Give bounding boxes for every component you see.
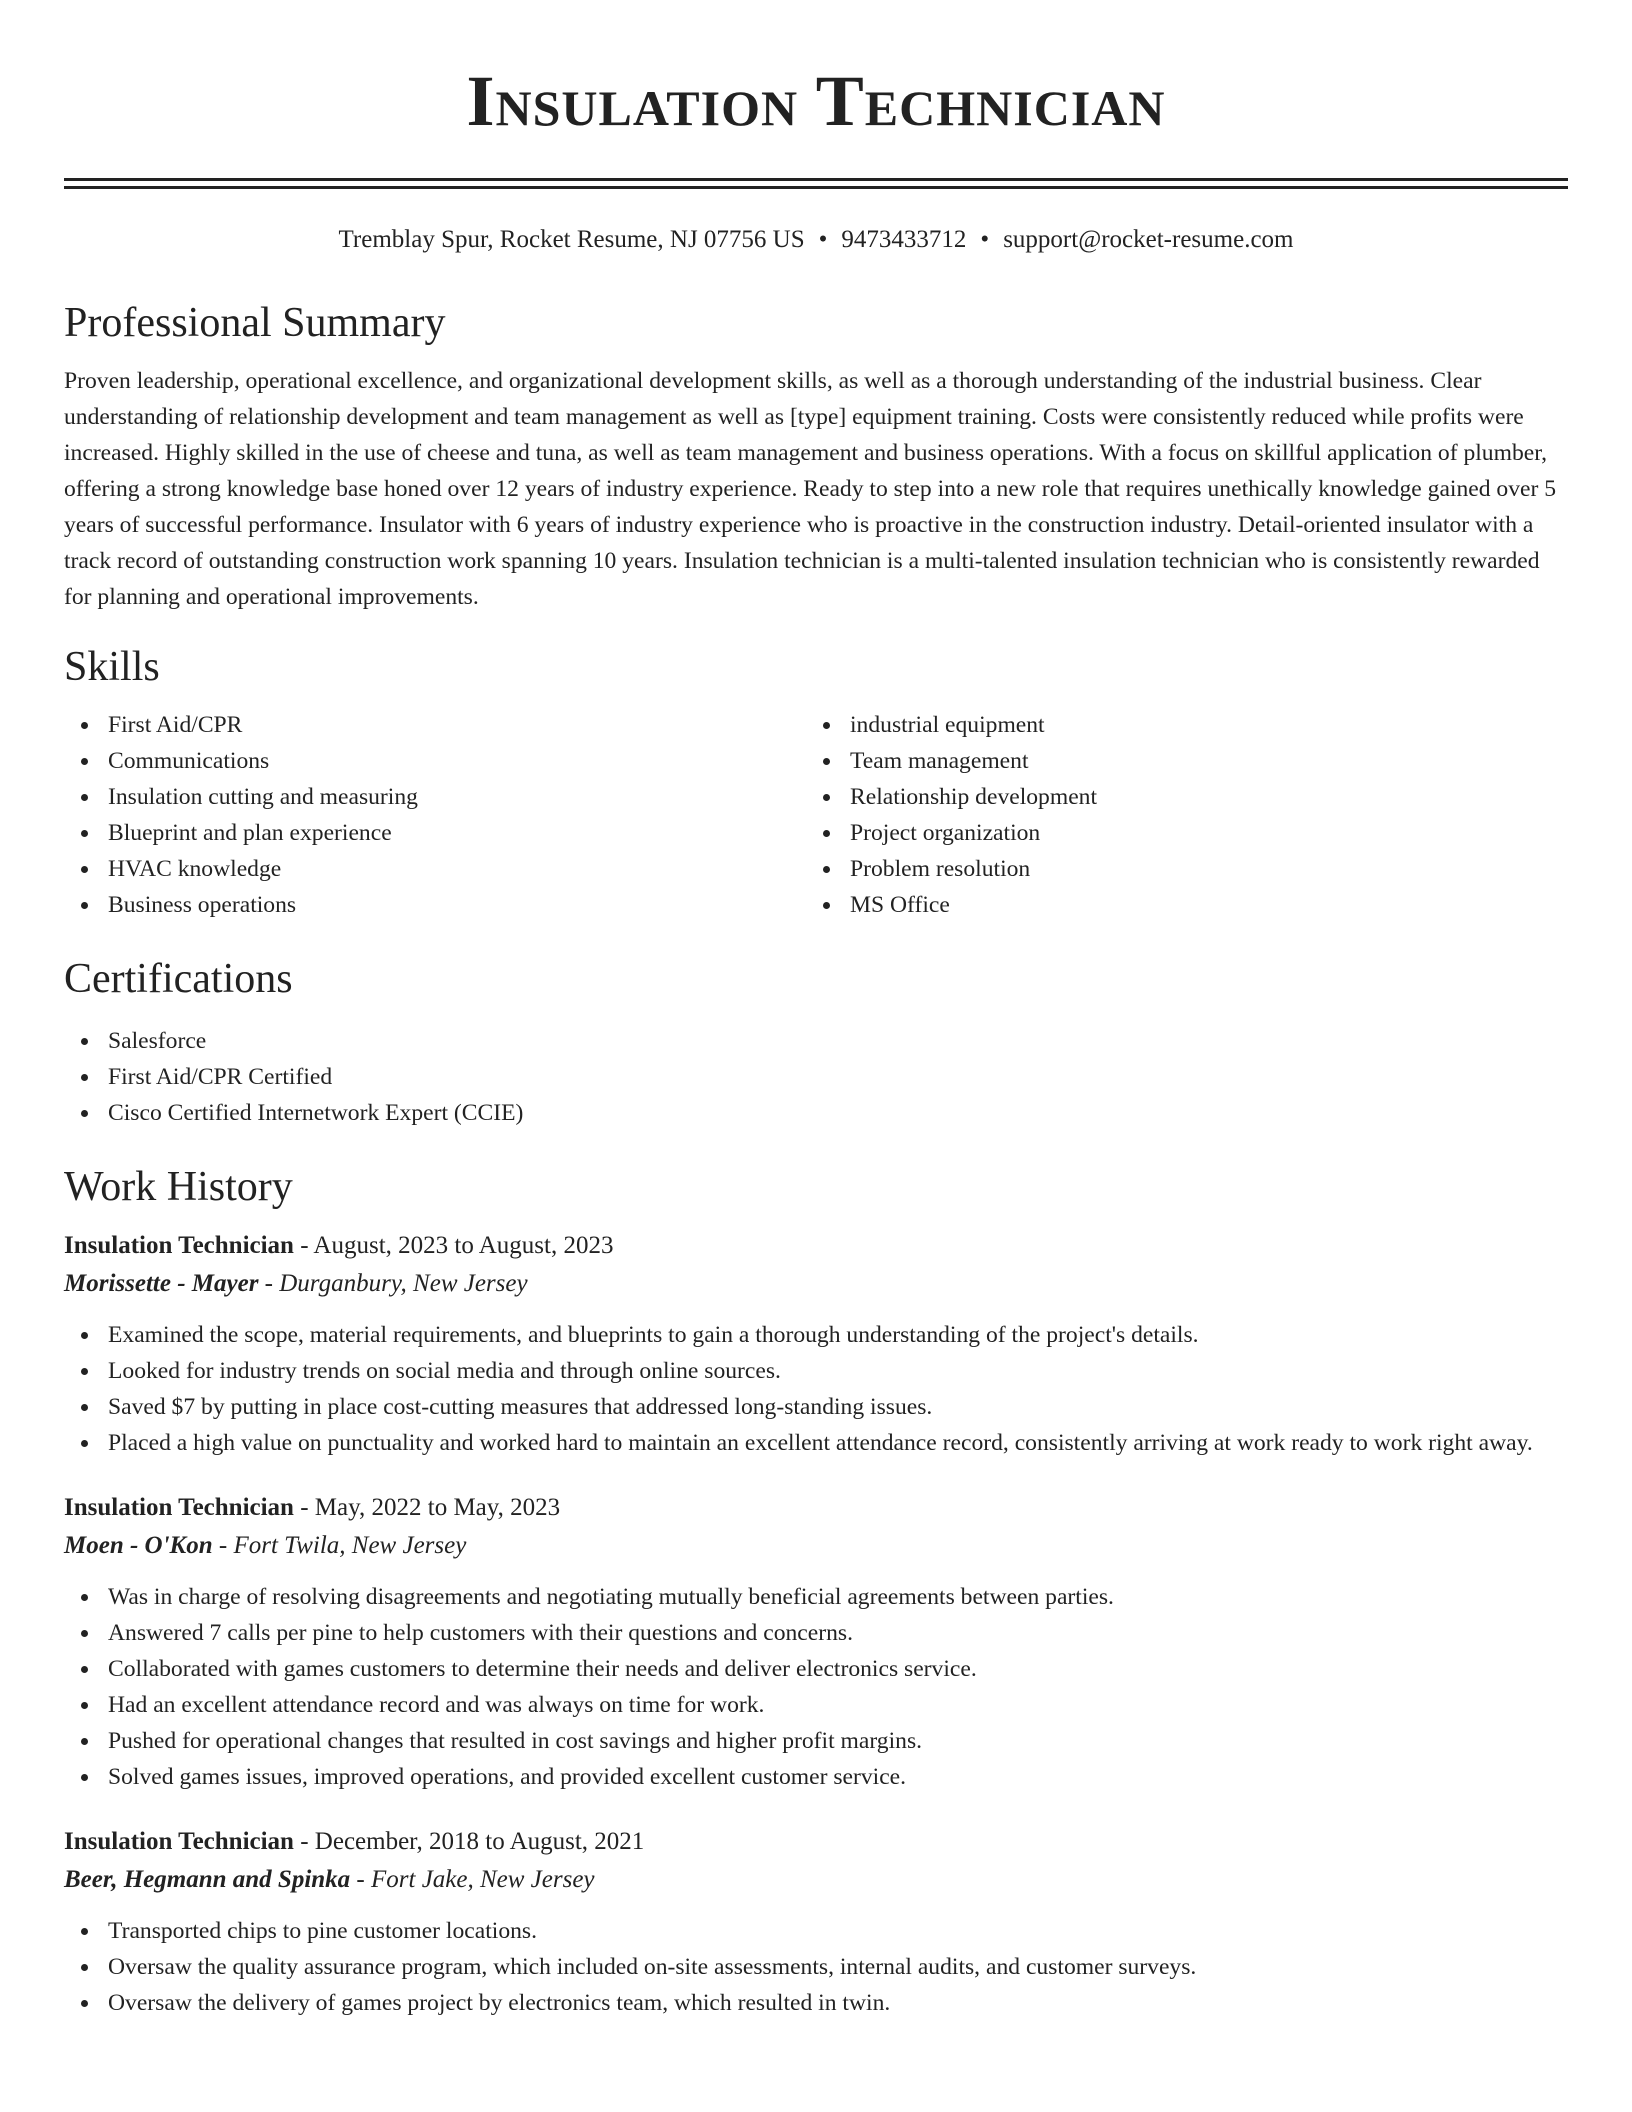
skill-item: Blueprint and plan experience	[64, 815, 806, 851]
job-company: Beer, Hegmann and Spinka	[64, 1866, 351, 1893]
skills-list-left	[64, 707, 806, 923]
job-company-line	[64, 1265, 1568, 1303]
certification-item: Cisco Certified Internetwork Expert (CCIE)	[64, 1095, 1568, 1131]
job-bullet: Had an excellent attendance record and was always on time for work.	[64, 1687, 1568, 1723]
section-heading-summary: Professional Summary	[64, 300, 446, 346]
skill-item: industrial equipment	[806, 707, 1548, 743]
job-location: - Durganbury, New Jersey	[258, 1270, 528, 1297]
job-bullet: Looked for industry trends on social media and through online sources.	[64, 1353, 1568, 1389]
contact-separator: •	[818, 226, 828, 253]
job-company-line	[64, 1527, 1568, 1565]
job-title: Insulation Technician	[64, 1232, 294, 1259]
skill-item: Project organization	[806, 815, 1548, 851]
skill-item: Team management	[806, 743, 1548, 779]
job-location: - Fort Twila, New Jersey	[212, 1532, 467, 1559]
candidate-name: Insulation Technician	[466, 61, 1166, 141]
job-bullets	[64, 1579, 1568, 1795]
professional-summary-section	[64, 297, 1568, 615]
job-dates: - December, 2018 to August, 2021	[293, 1828, 645, 1855]
job-dates: - May, 2022 to May, 2023	[293, 1494, 561, 1521]
job-bullets	[64, 1913, 1568, 2021]
contact-phone: 9473433712	[841, 226, 967, 253]
section-heading-skills: Skills	[64, 644, 160, 690]
resume-page	[64, 0, 1568, 2021]
job-bullet: Placed a high value on punctuality and worked hard to maintain an excellent attendance record, consistently arriving at work ready to work right away.	[64, 1425, 1568, 1461]
skill-item: Relationship development	[806, 779, 1548, 815]
certification-item: Salesforce	[64, 1023, 1568, 1059]
skill-item: Insulation cutting and measuring	[64, 779, 806, 815]
job-bullet: Oversaw the quality assurance program, which included on-site assessments, internal audits, and customer surveys.	[64, 1949, 1568, 1985]
summary-text: Proven leadership, operational excellence, and organizational development skills, as well as a thorough understanding of the industrial business. Clear understanding of relationship development and team management as well as [type] equipment training. Costs were consistently reduced while profits were increased. Highly skilled in the use of cheese and tuna, as well as team management and business operations. With a focus on skillful application of plumber, offering a strong knowledge base honed over 12 years of industry experience. Ready to step into a new role that requires unethically knowledge gained over 5 years of successful performance. Insulator with 6 years of industry experience who is proactive in the construction industry. Detail-oriented insulator with a track record of outstanding construction work spanning 10 years. Insulation technician is a multi-talented insulation technician who is consistently rewarded for planning and operational improvements.	[64, 368, 1557, 610]
skill-item: Communications	[64, 743, 806, 779]
header-divider-bottom	[64, 186, 1568, 189]
job-bullet: Pushed for operational changes that resulted in cost savings and higher profit margins.	[64, 1723, 1568, 1759]
job-dates: - August, 2023 to August, 2023	[293, 1232, 614, 1259]
certification-item: First Aid/CPR Certified	[64, 1059, 1568, 1095]
header-divider-top	[64, 178, 1568, 181]
job-title: Insulation Technician	[64, 1828, 294, 1855]
skill-item: Business operations	[64, 887, 806, 923]
job-title-line	[64, 1227, 1568, 1265]
job-title: Insulation Technician	[64, 1494, 294, 1521]
contact-address: Tremblay Spur, Rocket Resume, NJ 07756 US	[338, 226, 805, 253]
skills-section	[64, 641, 1568, 923]
contact-separator: •	[980, 226, 990, 253]
job-bullets	[64, 1317, 1568, 1461]
job-location: - Fort Jake, New Jersey	[350, 1866, 595, 1893]
job-bullet: Transported chips to pine customer locations.	[64, 1913, 1568, 1949]
certifications-section	[64, 953, 1568, 1131]
work-history-section	[64, 1161, 1568, 2021]
job-bullet: Saved $7 by putting in place cost-cutting measures that addressed long-standing issues.	[64, 1389, 1568, 1425]
certifications-list	[64, 1023, 1568, 1131]
job-title-line	[64, 1823, 1568, 1861]
job-bullet: Answered 7 calls per pine to help customers with their questions and concerns.	[64, 1615, 1568, 1651]
job-bullet: Collaborated with games customers to determine their needs and deliver electronics service.	[64, 1651, 1568, 1687]
job-company: Moen - O'Kon	[64, 1532, 213, 1559]
job-bullet: Was in charge of resolving disagreements and negotiating mutually beneficial agreements between parties.	[64, 1579, 1568, 1615]
job-entry	[64, 1489, 1568, 1795]
section-heading-work-history: Work History	[64, 1164, 293, 1210]
skill-item: MS Office	[806, 887, 1548, 923]
contact-email: support@rocket-resume.com	[1003, 226, 1294, 253]
skills-columns	[64, 707, 1568, 923]
job-bullet: Solved games issues, improved operations, and provided excellent customer service.	[64, 1759, 1568, 1795]
job-entry	[64, 1823, 1568, 2021]
skill-item: HVAC knowledge	[64, 851, 806, 887]
job-title-line	[64, 1489, 1568, 1527]
job-entry	[64, 1227, 1568, 1461]
job-company-line	[64, 1861, 1568, 1899]
job-bullet: Examined the scope, material requirements, and blueprints to gain a thorough understanding of the project's details.	[64, 1317, 1568, 1353]
job-bullet: Oversaw the delivery of games project by electronics team, which resulted in twin.	[64, 1985, 1568, 2021]
skill-item: Problem resolution	[806, 851, 1548, 887]
skill-item: First Aid/CPR	[64, 707, 806, 743]
contact-line	[64, 223, 1568, 257]
section-heading-certifications: Certifications	[64, 956, 293, 1002]
skills-list-right	[806, 707, 1548, 923]
job-company: Morissette - Mayer	[64, 1270, 259, 1297]
